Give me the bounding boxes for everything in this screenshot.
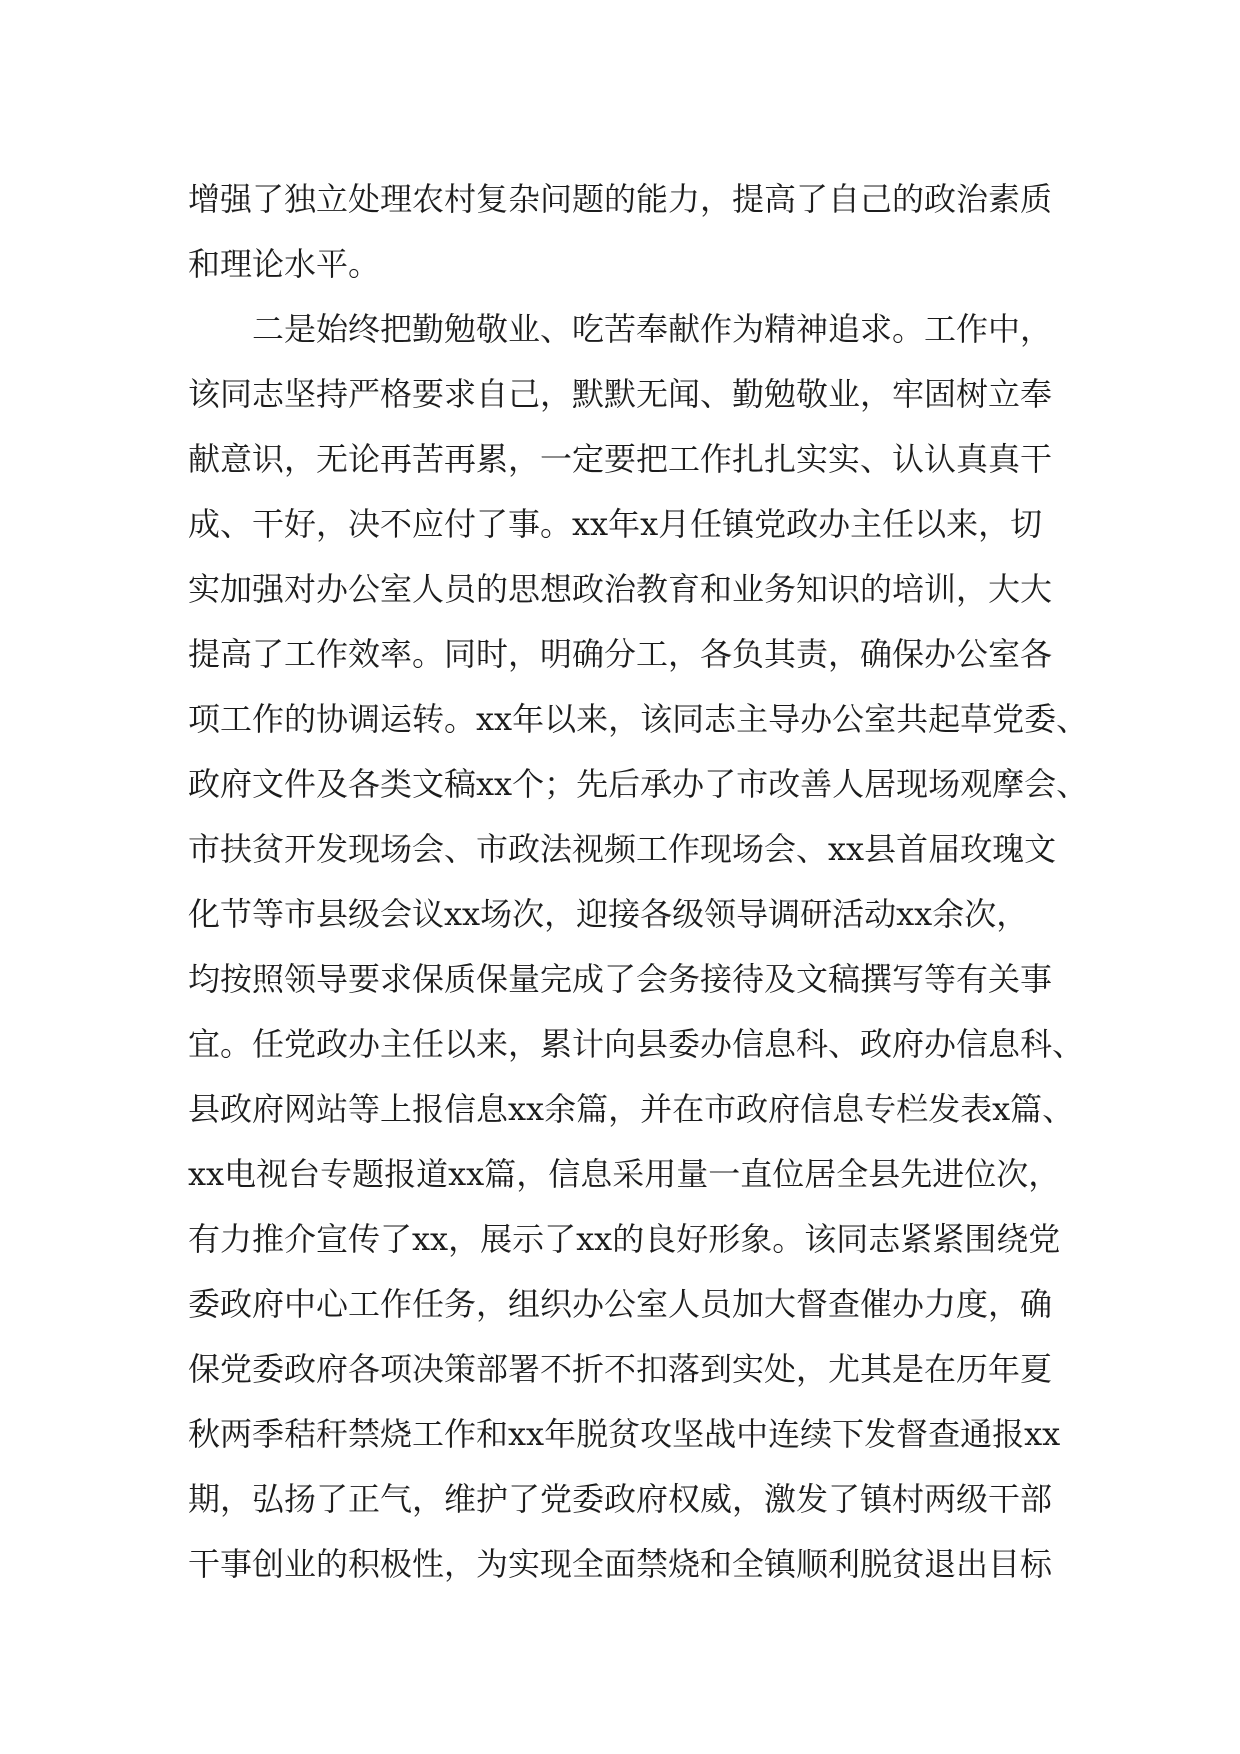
text-line: 委政府中心工作任务，组织办公室人员加大督查催办力度，确 <box>188 1285 1053 1323</box>
text-line: 增强了独立处理农村复杂问题的能力，提高了自己的政治素质 <box>188 180 1053 218</box>
text-line: 实加强对办公室人员的思想政治教育和业务知识的培训，大大 <box>188 570 1053 608</box>
text-line: 期，弘扬了正气，维护了党委政府权威，激发了镇村两级干部 <box>188 1480 1053 1518</box>
text-line: 政府文件及各类文稿xx个；先后承办了市改善人居现场观摩会、 <box>188 765 1089 803</box>
text-line: 市扶贫开发现场会、市政法视频工作现场会、xx县首届玫瑰文 <box>188 830 1057 868</box>
text-line: 和理论水平。 <box>188 245 381 283</box>
text-line: 该同志坚持严格要求自己，默默无闻、勤勉敬业，牢固树立奉 <box>188 375 1053 413</box>
text-line: 献意识，无论再苦再累，一定要把工作扎扎实实、认认真真干 <box>188 440 1053 478</box>
paragraph-diligence <box>188 297 1089 1662</box>
text-line: 有力推介宣传了xx，展示了xx的良好形象。该同志紧紧围绕党 <box>188 1220 1061 1258</box>
document-body <box>188 167 1089 1662</box>
text-line: 项工作的协调运转。xx年以来，该同志主导办公室共起草党委、 <box>188 700 1089 738</box>
text-line <box>188 1597 1068 1662</box>
text-line: 县政府网站等上报信息xx余篇，并在市政府信息专栏发表x篇、 <box>188 1090 1075 1128</box>
paragraph-continuation <box>188 167 1068 297</box>
text-line: 均按照领导要求保质保量完成了会务接待及文稿撰写等有关事 <box>188 960 1053 998</box>
text-line: 秋两季秸秆禁烧工作和xx年脱贫攻坚战中连续下发督查通报xx <box>188 1415 1061 1453</box>
text-line-first-indent: 二是始终把勤勉敬业、吃苦奉献作为精神追求。工作中， <box>252 310 1053 348</box>
text-line: 保党委政府各项决策部署不折不扣落到实处，尤其是在历年夏 <box>188 1350 1053 1388</box>
text-line: 干事创业的积极性，为实现全面禁烧和全镇顺利脱贫退出目标 <box>188 1545 1053 1583</box>
text-line: xx电视台专题报道xx篇，信息采用量一直位居全县先进位次， <box>188 1155 1061 1193</box>
text-line: 化节等市县级会议xx场次，迎接各级领导调研活动xx余次， <box>188 895 1029 933</box>
text-line: 成、干好，决不应付了事。xx年x月任镇党政办主任以来，切 <box>188 505 1043 543</box>
text-line: 宜。任党政办主任以来，累计向县委办信息科、政府办信息科、 <box>188 1025 1085 1063</box>
text-line: 提高了工作效率。同时，明确分工，各负其责，确保办公室各 <box>188 635 1053 673</box>
